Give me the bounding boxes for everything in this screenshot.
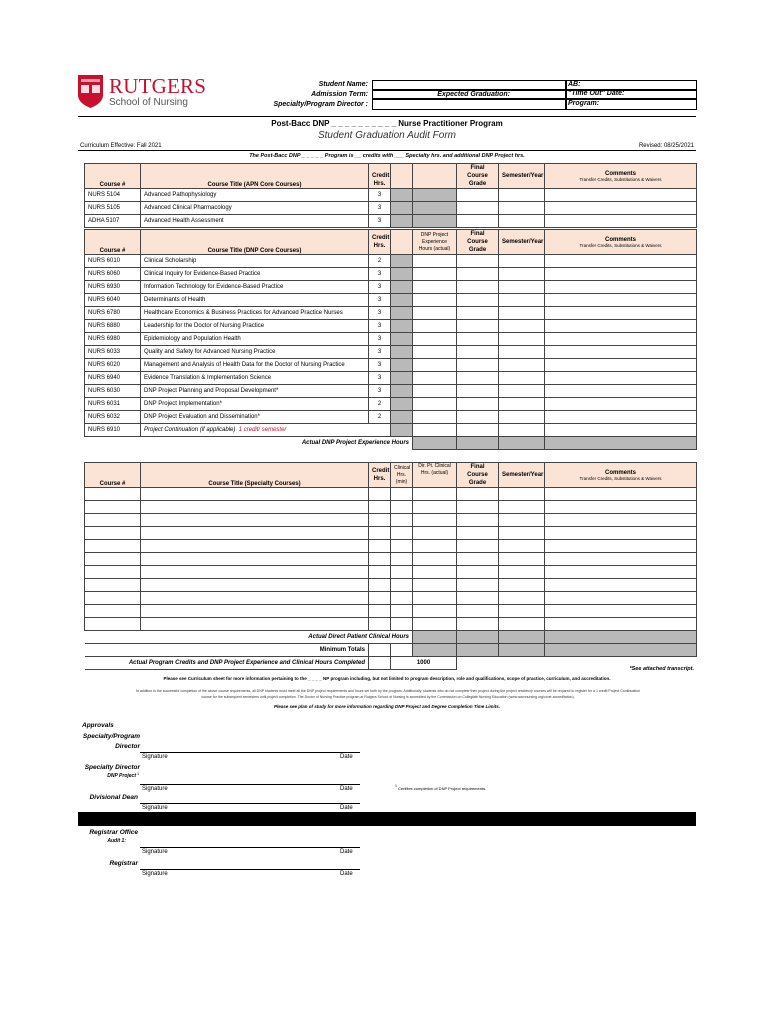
table-row	[85, 411, 697, 424]
course-number: NURS 6910	[85, 424, 141, 437]
course-title: Epidemiology and Population Health	[141, 333, 369, 346]
continuation-note: 1 credit/ semester	[238, 427, 287, 433]
logo-name: RUTGERS	[109, 74, 207, 98]
course-title: Management and Analysis of Health Data for the Doctor of Nursing Practice	[141, 359, 369, 372]
course-credit: 3	[369, 281, 391, 294]
col-grade: Final Course Grade	[457, 164, 499, 189]
col-grade: Final Course Grade	[457, 230, 499, 255]
divisional-dean-label: Divisional Dean	[89, 794, 138, 801]
course-credit: 3	[369, 268, 391, 281]
course-credit: 3	[369, 189, 391, 202]
table-row	[85, 385, 697, 398]
total-value: 1000	[391, 657, 457, 670]
course-credit: 3	[369, 333, 391, 346]
course-title: Leadership for the Doctor of Nursing Practice	[141, 320, 369, 333]
catalog-note: Please see Curriculum sheet for more information pertaining to the _ _ _ _ NP program including, but not limited to program description, role and qualifications, scope of practice, curriculum, and accreditation.	[163, 676, 611, 681]
table-row	[85, 488, 697, 501]
table-row	[85, 553, 697, 566]
signature-label: Signature	[142, 805, 168, 811]
course-number: NURS 6033	[85, 346, 141, 359]
registrar-office-label: Registrar Office	[89, 829, 138, 836]
col-direct-hours: Dir. Pt. Clinical Hrs. (actual)	[413, 463, 457, 488]
col-course: Course #	[85, 164, 141, 189]
date-label: Date	[340, 786, 353, 792]
course-title: Clinical Inquiry for Evidence-Based Practice	[141, 268, 369, 281]
table-row	[85, 527, 697, 540]
curriculum-effective: Curriculum Effective: Fall 2021	[80, 143, 162, 149]
course-number: NURS 6032	[85, 411, 141, 424]
col-semester: Semester/Year	[499, 164, 545, 189]
course-credit: 2	[369, 255, 391, 268]
course-title: Evidence Translation & Implementation Science	[141, 372, 369, 385]
actual-hours-row	[85, 437, 697, 450]
specialty-director-label: Specialty/Program Director :	[273, 101, 368, 108]
student-name-label: Student Name:	[318, 81, 368, 88]
course-credit: 3	[369, 346, 391, 359]
course-number: NURS 6060	[85, 268, 141, 281]
course-number: NURS 6031	[85, 398, 141, 411]
actual-direct-label: Actual Direct Patient Clinical Hours	[85, 631, 413, 644]
col-comments: Comments Transfer Credits, Substitutions & Waivers	[545, 164, 697, 189]
course-title: Advanced Health Assessment	[141, 215, 369, 228]
course-title: Advanced Clinical Pharmacology	[141, 202, 369, 215]
table-row	[85, 268, 697, 281]
course-credit: 3	[369, 294, 391, 307]
col-grade: Final Course Grade	[457, 463, 499, 488]
table-row	[85, 255, 697, 268]
course-number: NURS 6030	[85, 385, 141, 398]
divider-bar	[78, 812, 696, 826]
col-comments: Comments Transfer Credits, Substitutions & Waivers	[545, 463, 697, 488]
date-label: Date	[340, 754, 353, 760]
col-credit: Credit Hrs.	[369, 230, 391, 255]
actual-program-label: Actual Program Credits and DNP Project Experience and Clinical Hours Completed	[85, 657, 369, 670]
course-title: DNP Project Planning and Proposal Development*	[141, 385, 369, 398]
signature-label: Signature	[142, 754, 168, 760]
course-title: Project Continuation (if applicable) 1 credit/ semester	[141, 424, 391, 437]
time-out-label: "Time Out" Date:	[568, 90, 625, 97]
col-course: Course #	[85, 463, 141, 488]
table-row	[85, 514, 697, 527]
table-row	[85, 501, 697, 514]
program-title: Post-Bacc DNP _ _ _ _ _ _ _ _ _ _ Nurse Practitioner Program	[271, 119, 503, 128]
form-title: Student Graduation Audit Form	[317, 130, 457, 141]
dnp-header-row	[85, 230, 697, 255]
course-credit: 2	[369, 411, 391, 424]
actual-direct-row	[85, 631, 697, 644]
course-number: NURS 6010	[85, 255, 141, 268]
signature-label: Signature	[142, 786, 168, 792]
rutgers-logo	[78, 74, 208, 114]
logo-school: School of Nursing	[109, 97, 188, 108]
revised-date: Revised: 08/25/2021	[638, 143, 694, 149]
col-semester: Semester/Year	[499, 463, 545, 488]
audit-label: Audit 1:	[107, 838, 126, 844]
shield-icon	[78, 75, 103, 108]
study-plan-note: Please see plan of study for more information regarding DNP Project and Degree Completion Time Limits.	[273, 704, 501, 709]
col-course: Course #	[85, 230, 141, 255]
admission-term-label: Admission Term:	[311, 91, 368, 98]
specialty-program-director-label: Specialty/Program Director	[82, 733, 140, 750]
course-credit: 2	[369, 398, 391, 411]
specialty-table	[84, 462, 697, 670]
minimum-totals-row	[85, 644, 697, 657]
apn-core-table	[84, 163, 697, 228]
table-row	[85, 189, 697, 202]
course-credit: 3	[369, 359, 391, 372]
course-credit: 3	[369, 320, 391, 333]
apn-header-row	[85, 164, 697, 189]
signature-label: Signature	[142, 871, 168, 877]
course-number: ADHA 5107	[85, 215, 141, 228]
course-title: DNP Project Evaluation and Dissemination*	[141, 411, 369, 424]
table-row	[85, 294, 697, 307]
date-label: Date	[340, 805, 353, 811]
table-row	[85, 566, 697, 579]
program-note: The Post-Bacc DNP _ _ _ _ _ Program is __ credits with ___ Specialty hrs. and additional DNP Project hrs.	[249, 153, 525, 159]
footnote-text: Certifies completion of DNP Project requirements.	[398, 786, 487, 791]
course-number: NURS 6940	[85, 372, 141, 385]
course-number: NURS 5104	[85, 189, 141, 202]
table-row	[85, 592, 697, 605]
course-title: DNP Project Implementation*	[141, 398, 369, 411]
course-number: NURS 6040	[85, 294, 141, 307]
ab-label: AB:	[568, 81, 581, 88]
table-row	[85, 398, 697, 411]
table-row	[85, 320, 697, 333]
table-row	[85, 359, 697, 372]
course-title: Information Technology for Evidence-Based Practice	[141, 281, 369, 294]
col-clinical-hours: Clinical Hrs. (min)	[391, 463, 413, 488]
fine-print-2: course for the subsequent semesters until project completion. The Doctor of Nursing Practice program at Rutgers School of Nursing is accredited by the Commission on Collegiate Nursing Education (www.aacnnursing.org/ccne-accreditation).	[201, 695, 575, 699]
course-credit: 3	[369, 307, 391, 320]
course-credit: 3	[369, 215, 391, 228]
approvals-title: Approvals	[82, 722, 114, 729]
col-comments: Comments Transfer Credits, Substitutions & Waivers	[545, 230, 697, 255]
date-label: Date	[340, 871, 353, 877]
table-row	[85, 618, 697, 631]
course-number: NURS 6020	[85, 359, 141, 372]
footnote-mark: 1	[395, 784, 397, 788]
col-title: Course Title (DNP Core Courses)	[141, 230, 369, 255]
table-row	[85, 281, 697, 294]
course-number: NURS 5105	[85, 202, 141, 215]
table-row	[85, 372, 697, 385]
table-row	[85, 346, 697, 359]
signature-label: Signature	[142, 849, 168, 855]
course-number: NURS 6880	[85, 320, 141, 333]
table-row	[85, 579, 697, 592]
course-number: NURS 6980	[85, 333, 141, 346]
expected-graduation-label: Expected Graduation:	[437, 91, 510, 98]
course-credit: 3	[369, 372, 391, 385]
course-title: Determinants of Health	[141, 294, 369, 307]
course-number: NURS 6930	[85, 281, 141, 294]
dnp-project-label: DNP Project	[107, 773, 136, 779]
course-credit: 3	[369, 202, 391, 215]
col-title: Course Title (APN Core Courses)	[141, 164, 369, 189]
program-label: Program:	[568, 100, 600, 107]
course-title: Healthcare Economics & Business Practices for Advanced Practice Nurses	[141, 307, 369, 320]
table-row	[85, 540, 697, 553]
spec-header-row	[85, 463, 697, 488]
col-project-hours: DNP Project Experience Hours (actual)	[413, 230, 457, 255]
fine-print-1: In addition to the successful completion of the above course requirements, all DNP students must meet all the DNP project requirements and hours set forth by the program. Additionally, students who do not complete their project during the project residency courses will be required to register for a 1 credit Project Continuation	[136, 689, 640, 693]
table-row	[85, 333, 697, 346]
course-title: Quality and Safety for Advanced Nursing Practice	[141, 346, 369, 359]
col-credit: Credit Hrs.	[369, 164, 391, 189]
course-credit: 3	[369, 385, 391, 398]
minimum-totals-label: Minimum Totals	[85, 644, 369, 657]
table-row	[85, 424, 697, 437]
see-transcript: *See attached transcript.	[629, 666, 694, 672]
superscript-mark: 1	[137, 771, 140, 776]
course-number: NURS 6780	[85, 307, 141, 320]
table-row	[85, 307, 697, 320]
col-title: Course Title (Specialty Courses)	[141, 463, 369, 488]
table-row	[85, 202, 697, 215]
table-row	[85, 605, 697, 618]
date-label: Date	[340, 849, 353, 855]
registrar-label: Registrar	[109, 860, 138, 867]
specialty-director-label: Specialty Director	[84, 764, 140, 771]
actual-hours-label: Actual DNP Project Experience Hours	[85, 437, 413, 450]
col-credit: Credit Hrs.	[369, 463, 391, 488]
col-semester: Semester/Year	[499, 230, 545, 255]
course-title: Clinical Scholarship	[141, 255, 369, 268]
course-title: Advanced Pathophysiology	[141, 189, 369, 202]
table-row	[85, 215, 697, 228]
dnp-core-table	[84, 229, 697, 450]
specialty-director-field[interactable]	[372, 98, 567, 110]
